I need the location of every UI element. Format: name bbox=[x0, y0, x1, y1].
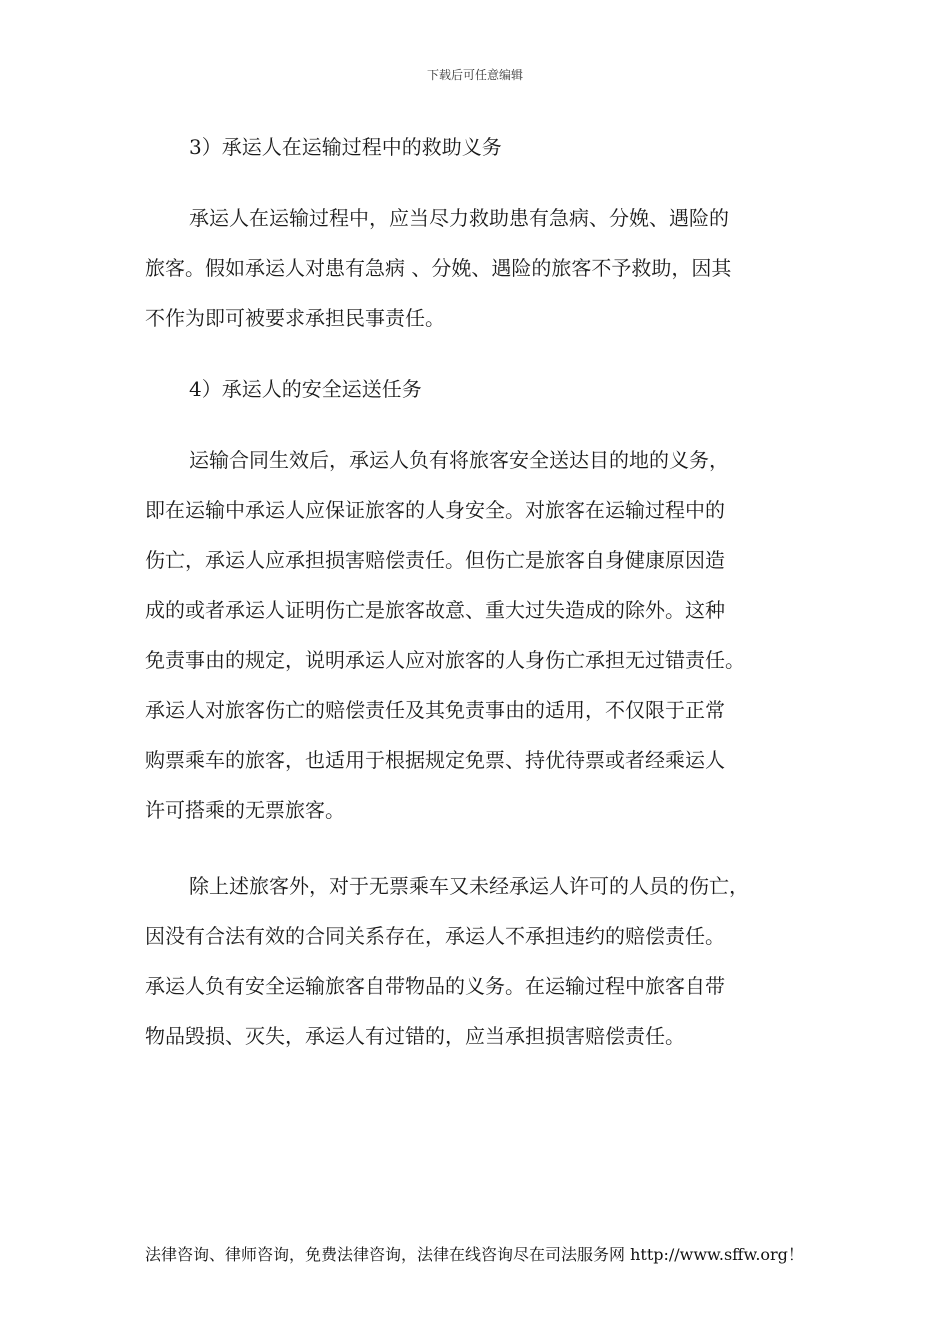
paragraph-line: 运输合同生效后，承运人负有将旅客安全送达目的地的义务， bbox=[189, 448, 729, 472]
paragraph-line: 免责事由的规定，说明承运人应对旅客的人身伤亡承担无过错责任。 bbox=[145, 648, 745, 672]
paragraph-line: 承运人对旅客伤亡的赔偿责任及其免责事由的适用，不仅限于正常 bbox=[145, 698, 725, 722]
paragraph-line: 许可搭乘的无票旅客。 bbox=[145, 798, 345, 822]
page-header: 下载后可任意编辑 bbox=[426, 68, 523, 82]
paragraph-line: 成的或者承运人证明伤亡是旅客故意、重大过失造成的除外。这种 bbox=[145, 598, 725, 622]
paragraph-line: 不作为即可被要求承担民事责任。 bbox=[145, 306, 445, 330]
paragraph-line: 除上述旅客外，对于无票乘车又未经承运人许可的人员的伤亡， bbox=[189, 874, 749, 898]
paragraph-line: 承运人负有安全运输旅客自带物品的义务。在运输过程中旅客自带 bbox=[145, 974, 725, 998]
paragraph-line: 因没有合法有效的合同关系存在，承运人不承担违约的赔偿责任。 bbox=[145, 924, 725, 948]
section-heading-safe-transport: 4）承运人的安全运送任务 bbox=[189, 377, 422, 401]
paragraph-line: 旅客。假如承运人对患有急病 、分娩、遇险的旅客不予救助，因其 bbox=[145, 256, 732, 280]
paragraph-safe-transport bbox=[145, 435, 810, 835]
paragraph-ticketless-passengers bbox=[145, 861, 810, 1061]
section-heading-rescue-duty: 3）承运人在运输过程中的救助义务 bbox=[189, 135, 502, 159]
document-body bbox=[145, 127, 810, 1087]
paragraph-line: 即在运输中承运人应保证旅客的人身安全。对旅客在运输过程中的 bbox=[145, 498, 725, 522]
paragraph-line: 购票乘车的旅客，也适用于根据规定免票、持优待票或者经乘运人 bbox=[145, 748, 725, 772]
page-footer: 法律咨询、律师咨询，免费法律咨询，法律在线咨询尽在司法服务网 http://www.sffw.org！ bbox=[145, 1245, 804, 1264]
paragraph-rescue-duty bbox=[145, 193, 810, 343]
paragraph-line: 物品毁损、灭失，承运人有过错的，应当承担损害赔偿责任。 bbox=[145, 1024, 685, 1048]
paragraph-line: 承运人在运输过程中，应当尽力救助患有急病、分娩、遇险的 bbox=[189, 206, 729, 230]
paragraph-line: 伤亡，承运人应承担损害赔偿责任。但伤亡是旅客自身健康原因造 bbox=[145, 548, 725, 572]
